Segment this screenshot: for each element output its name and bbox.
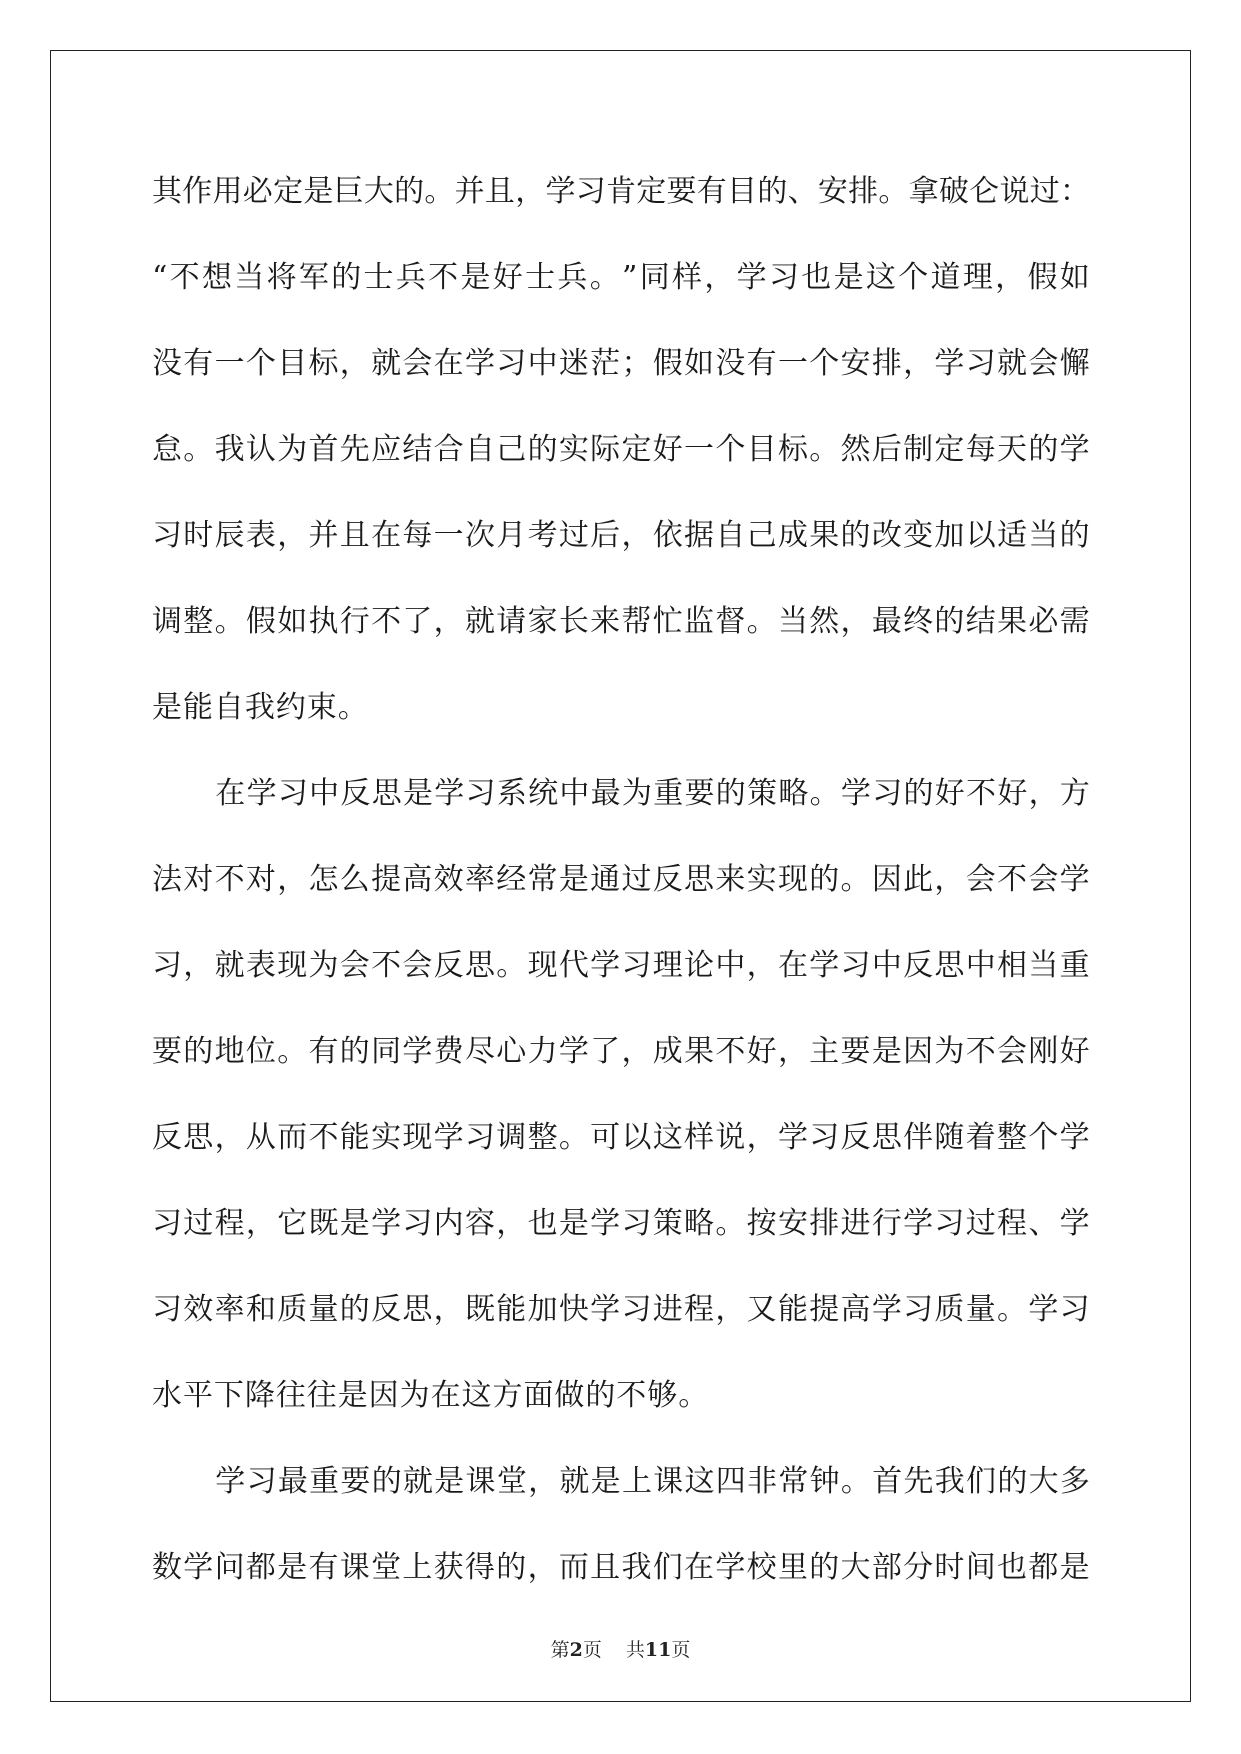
document-body [152, 152, 1090, 1614]
text-line: 习 时 辰 表 ， 并 且 在 每 一 次 月 考 过 后 ， 依 据 自 己 成 果 的 改 变 加 以 适 当 的 [152, 518, 1090, 553]
text-line: 水 平 下 降 往 往 是 因 为 在 这 方 面 做 的 不 够 。 [152, 1378, 710, 1413]
page-number: 2 [569, 1639, 583, 1661]
text-line: 是 能 自 我 约 束 。 [152, 690, 369, 725]
text-line: “ 不 想 当 将 军 的 士 兵 不 是 好 士 兵 。 ” 同 样 ， 学 习 也 是 这 个 道 理 ， 假 如 [152, 260, 1090, 295]
total-prefix: 共 [625, 1639, 645, 1661]
total-pages: 11 [644, 1639, 672, 1661]
text-line: 习 ， 就 表 现 为 会 不 会 反 思 。 现 代 学 习 理 论 中 ， 在 学 习 中 反 思 中 相 当 重 [152, 948, 1090, 983]
text-line: 没 有 一 个 目 标 ， 就 会 在 学 习 中 迷 茫 ； 假 如 没 有 一 个 安 排 ， 学 习 就 会 懈 [152, 346, 1090, 381]
total-suffix: 页 [671, 1639, 691, 1661]
text-line: 法 对 不 对 ， 怎 么 提 高 效 率 经 常 是 通 过 反 思 来 实 现 的 。 因 此 ， 会 不 会 学 [152, 862, 1090, 897]
text-line: 在 学 习 中 反 思 是 学 习 系 统 中 最 为 重 要 的 策 略 。 学 习 的 好 不 好 ， 方 [215, 776, 1090, 811]
text-line: 怠 。 我 认 为 首 先 应 结 合 自 己 的 实 际 定 好 一 个 目 标 。 然 后 制 定 每 天 的 学 [152, 432, 1090, 467]
text-line: 习 效 率 和 质 量 的 反 思 ， 既 能 加 快 学 习 进 程 ， 又 能 提 高 学 习 质 量 。 学 习 [152, 1292, 1090, 1327]
text-line: 要 的 地 位 。 有 的 同 学 费 尽 心 力 学 了 ， 成 果 不 好 ， 主 要 是 因 为 不 会 刚 好 [152, 1034, 1090, 1069]
page-footer [0, 1638, 1241, 1662]
text-line: 其 作 用 必 定 是 巨 大 的 。 并 且 ， 学 习 肯 定 要 有 目 的 、 安 排 。 拿 破 仑 说 过 ： [152, 174, 1090, 209]
text-line: 学 习 最 重 要 的 就 是 课 堂 ， 就 是 上 课 这 四 非 常 钟 。 首 先 我 们 的 大 多 [215, 1464, 1090, 1499]
page-suffix: 页 [582, 1639, 602, 1661]
text-line: 反 思 ， 从 而 不 能 实 现 学 习 调 整 。 可 以 这 样 说 ， 学 习 反 思 伴 随 着 整 个 学 [152, 1120, 1090, 1155]
page-prefix: 第 [550, 1639, 570, 1661]
text-line: 调 整 。 假 如 执 行 不 了 ， 就 请 家 长 来 帮 忙 监 督 。 当 然 ， 最 终 的 结 果 必 需 [152, 604, 1090, 639]
text-line: 习 过 程 ， 它 既 是 学 习 内 容 ， 也 是 学 习 策 略 。 按 安 排 进 行 学 习 过 程 、 学 [152, 1206, 1090, 1241]
text-line: 数 学 问 都 是 有 课 堂 上 获 得 的 ， 而 且 我 们 在 学 校 里 的 大 部 分 时 间 也 都 是 [152, 1550, 1090, 1585]
